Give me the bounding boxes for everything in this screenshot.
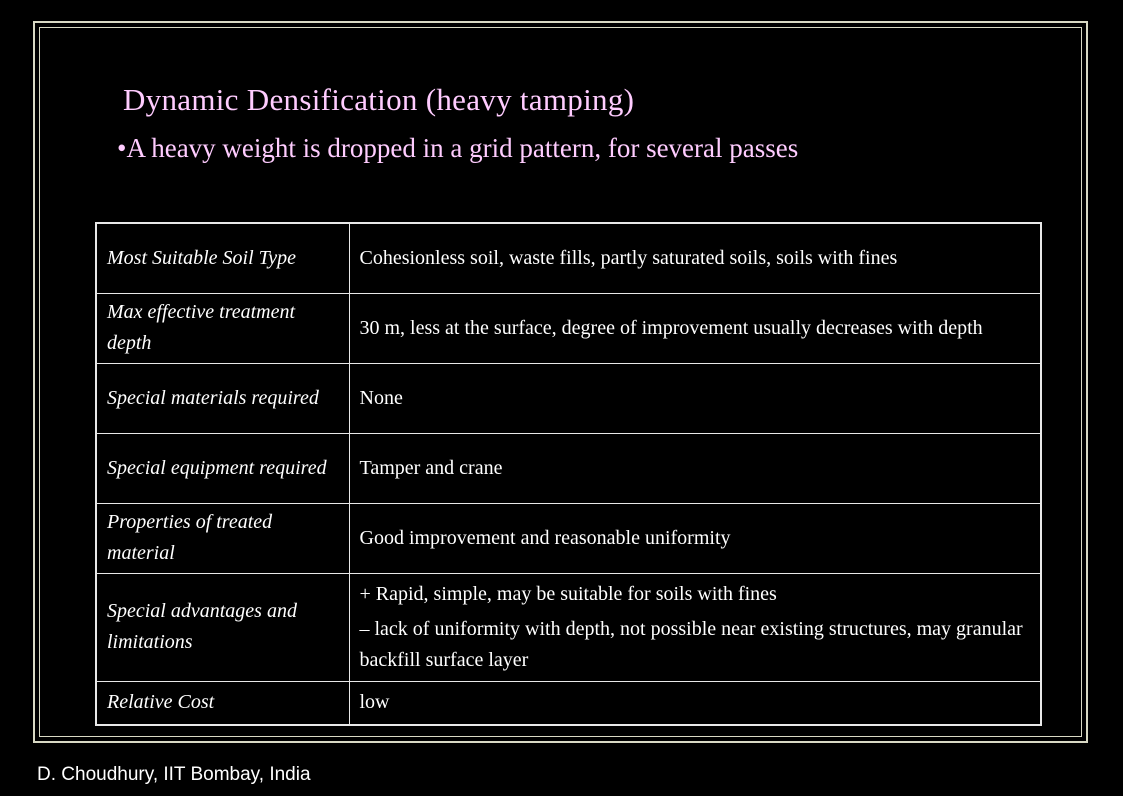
row-value: None (349, 363, 1041, 433)
slide-title: Dynamic Densification (heavy tamping) (123, 82, 635, 117)
row-label: Special advantages and limitations (96, 573, 349, 681)
table-row (96, 433, 1041, 503)
row-label: Special equipment required (96, 433, 349, 503)
table-row (96, 223, 1041, 293)
row-value: Cohesionless soil, waste fills, partly saturated soils, soils with fines (349, 223, 1041, 293)
row-value: Tamper and crane (349, 433, 1041, 503)
row-label: Properties of treated material (96, 503, 349, 573)
row-label: Relative Cost (96, 681, 349, 725)
row-label: Special materials required (96, 363, 349, 433)
row-label: Max effective treatment depth (96, 293, 349, 363)
row-value: Good improvement and reasonable uniformity (349, 503, 1041, 573)
row-label: Most Suitable Soil Type (96, 223, 349, 293)
table-row (96, 363, 1041, 433)
row-value (349, 573, 1041, 681)
table-row (96, 573, 1041, 681)
table-row (96, 503, 1041, 573)
row-value: low (349, 681, 1041, 725)
row-value: 30 m, less at the surface, degree of improvement usually decreases with depth (349, 293, 1041, 363)
advantage-line: + Rapid, simple, may be suitable for soils with fines (359, 582, 777, 605)
slide-bullet: •A heavy weight is dropped in a grid pattern, for several passes (117, 133, 799, 163)
table-row (96, 293, 1041, 363)
limitation-line: – lack of uniformity with depth, not possible near existing structures, may granular backfill surface layer (359, 617, 1023, 671)
footer-credit: D. Choudhury, IIT Bombay, India (37, 764, 311, 785)
properties-table (95, 222, 1042, 726)
table-row (96, 681, 1041, 725)
